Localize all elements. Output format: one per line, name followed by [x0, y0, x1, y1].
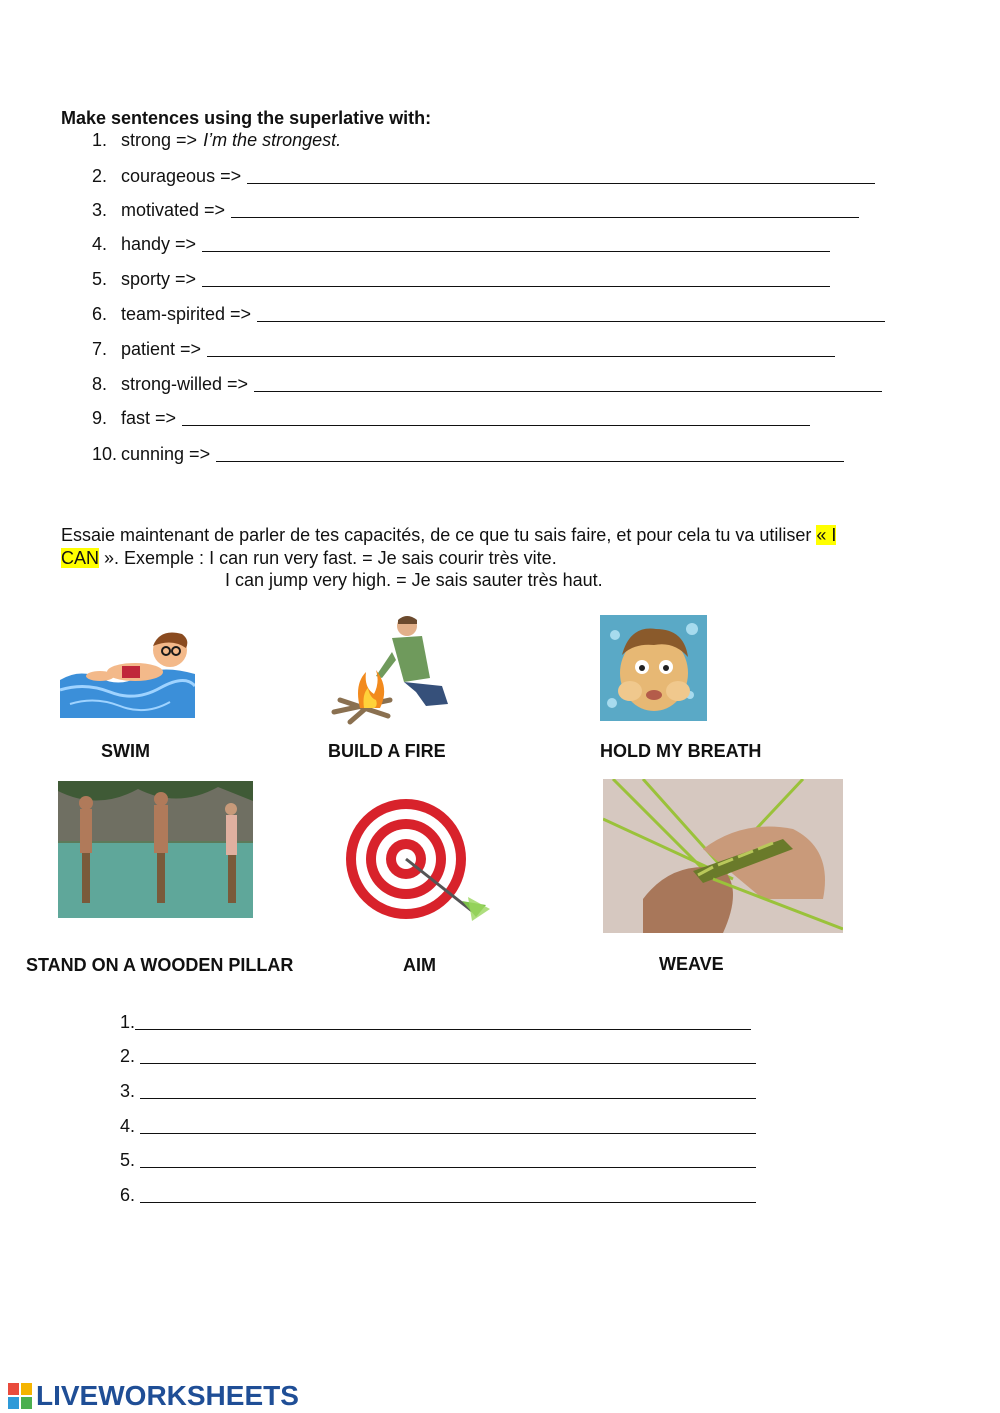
- answer-number: 3.: [120, 1081, 136, 1101]
- instructions-text: Essaie maintenant de parler de tes capacités, de ce que tu sais faire, et pour cela tu va utiliser: [61, 525, 817, 545]
- exercise-item-8: [92, 374, 882, 395]
- item-number: 5.: [92, 269, 108, 289]
- caption-build-a-fire: BUILD A FIRE: [328, 741, 446, 761]
- liveworksheets-logo[interactable]: [8, 1380, 299, 1412]
- caption-stand-on-a-wooden-pillar: STAND ON A WOODEN PILLAR: [26, 955, 294, 975]
- answer-line[interactable]: [140, 1167, 756, 1168]
- example-text: ». Exemple : I can run very fast. = Je sais courir très vite.: [99, 548, 557, 568]
- item-word: courageous =>: [121, 166, 242, 186]
- answer-line[interactable]: [247, 182, 875, 184]
- swim-picture: [60, 620, 195, 718]
- item-word: strong =>: [121, 130, 198, 150]
- item-number: 3.: [92, 200, 108, 220]
- item-word: handy =>: [121, 234, 197, 254]
- exercise-item-6: [92, 304, 885, 325]
- answer-line[interactable]: [140, 1063, 756, 1064]
- answer-number: 6.: [120, 1185, 136, 1205]
- breath-picture: [600, 615, 707, 721]
- item-word: cunning =>: [121, 444, 211, 464]
- weave-picture: [603, 779, 843, 933]
- answer-row-4: [120, 1116, 756, 1137]
- item-number: 1.: [92, 130, 108, 150]
- answer-line[interactable]: [202, 250, 830, 252]
- answer-line[interactable]: [207, 355, 835, 357]
- caption-aim: AIM: [403, 955, 436, 975]
- answer-line[interactable]: [257, 320, 885, 322]
- answer-number: 2.: [120, 1046, 136, 1066]
- item-word: patient =>: [121, 339, 202, 359]
- caption-weave: WEAVE: [659, 954, 724, 974]
- item-word: motivated =>: [121, 200, 226, 220]
- answer-line[interactable]: [140, 1202, 756, 1203]
- highlight-i: « I: [816, 525, 837, 545]
- item-number: 2.: [92, 166, 108, 186]
- highlight-can: CAN: [61, 548, 100, 568]
- answer-line[interactable]: [231, 216, 859, 218]
- exercise-heading: Make sentences using the superlative with:: [61, 108, 432, 128]
- answer-row-1: [120, 1012, 751, 1033]
- answer-number: 1.: [120, 1012, 136, 1032]
- answer-number: 5.: [120, 1150, 136, 1170]
- logo-text: LIVEWORKSHEETS: [36, 1380, 299, 1411]
- answer-line[interactable]: [140, 1133, 756, 1134]
- answer-row-3: [120, 1081, 756, 1102]
- example-line-2: I can jump very high. = Je sais sauter très haut.: [225, 570, 603, 590]
- item-word: sporty =>: [121, 269, 197, 289]
- item-word: fast =>: [121, 408, 177, 428]
- answer-row-2: [120, 1046, 756, 1067]
- item-word: strong-willed =>: [121, 374, 249, 394]
- exercise-item-2: [92, 166, 875, 187]
- answer-line[interactable]: [216, 460, 844, 462]
- caption-swim: SWIM: [101, 741, 150, 761]
- logo-blocks-icon: [8, 1383, 32, 1409]
- item-number: 4.: [92, 234, 108, 254]
- exercise-item-10: [92, 444, 844, 465]
- item-word: team-spirited =>: [121, 304, 252, 324]
- answer-line[interactable]: [140, 1098, 756, 1099]
- pillar-picture: [58, 781, 253, 918]
- instructions-paragraph: [61, 524, 941, 570]
- exercise-item-1: [92, 130, 341, 151]
- aim-picture: [344, 793, 492, 931]
- item-number: 6.: [92, 304, 108, 324]
- exercise-item-9: [92, 408, 810, 429]
- item-number: 8.: [92, 374, 108, 394]
- item-number: 7.: [92, 339, 108, 359]
- answer-line[interactable]: [254, 390, 882, 392]
- answer-line[interactable]: [182, 424, 810, 426]
- answer-number: 4.: [120, 1116, 136, 1136]
- exercise-item-7: [92, 339, 835, 360]
- answer-line[interactable]: [202, 285, 830, 287]
- fire-picture: [330, 612, 455, 732]
- item-number: 9.: [92, 408, 108, 428]
- example-answer: I’m the strongest.: [203, 130, 342, 150]
- exercise-item-5: [92, 269, 830, 290]
- exercise-item-4: [92, 234, 830, 255]
- item-number: 10.: [92, 444, 118, 464]
- answer-line[interactable]: [135, 1029, 751, 1030]
- answer-row-5: [120, 1150, 756, 1171]
- answer-row-6: [120, 1185, 756, 1206]
- caption-hold-my-breath: HOLD MY BREATH: [600, 741, 762, 761]
- exercise-item-3: [92, 200, 859, 221]
